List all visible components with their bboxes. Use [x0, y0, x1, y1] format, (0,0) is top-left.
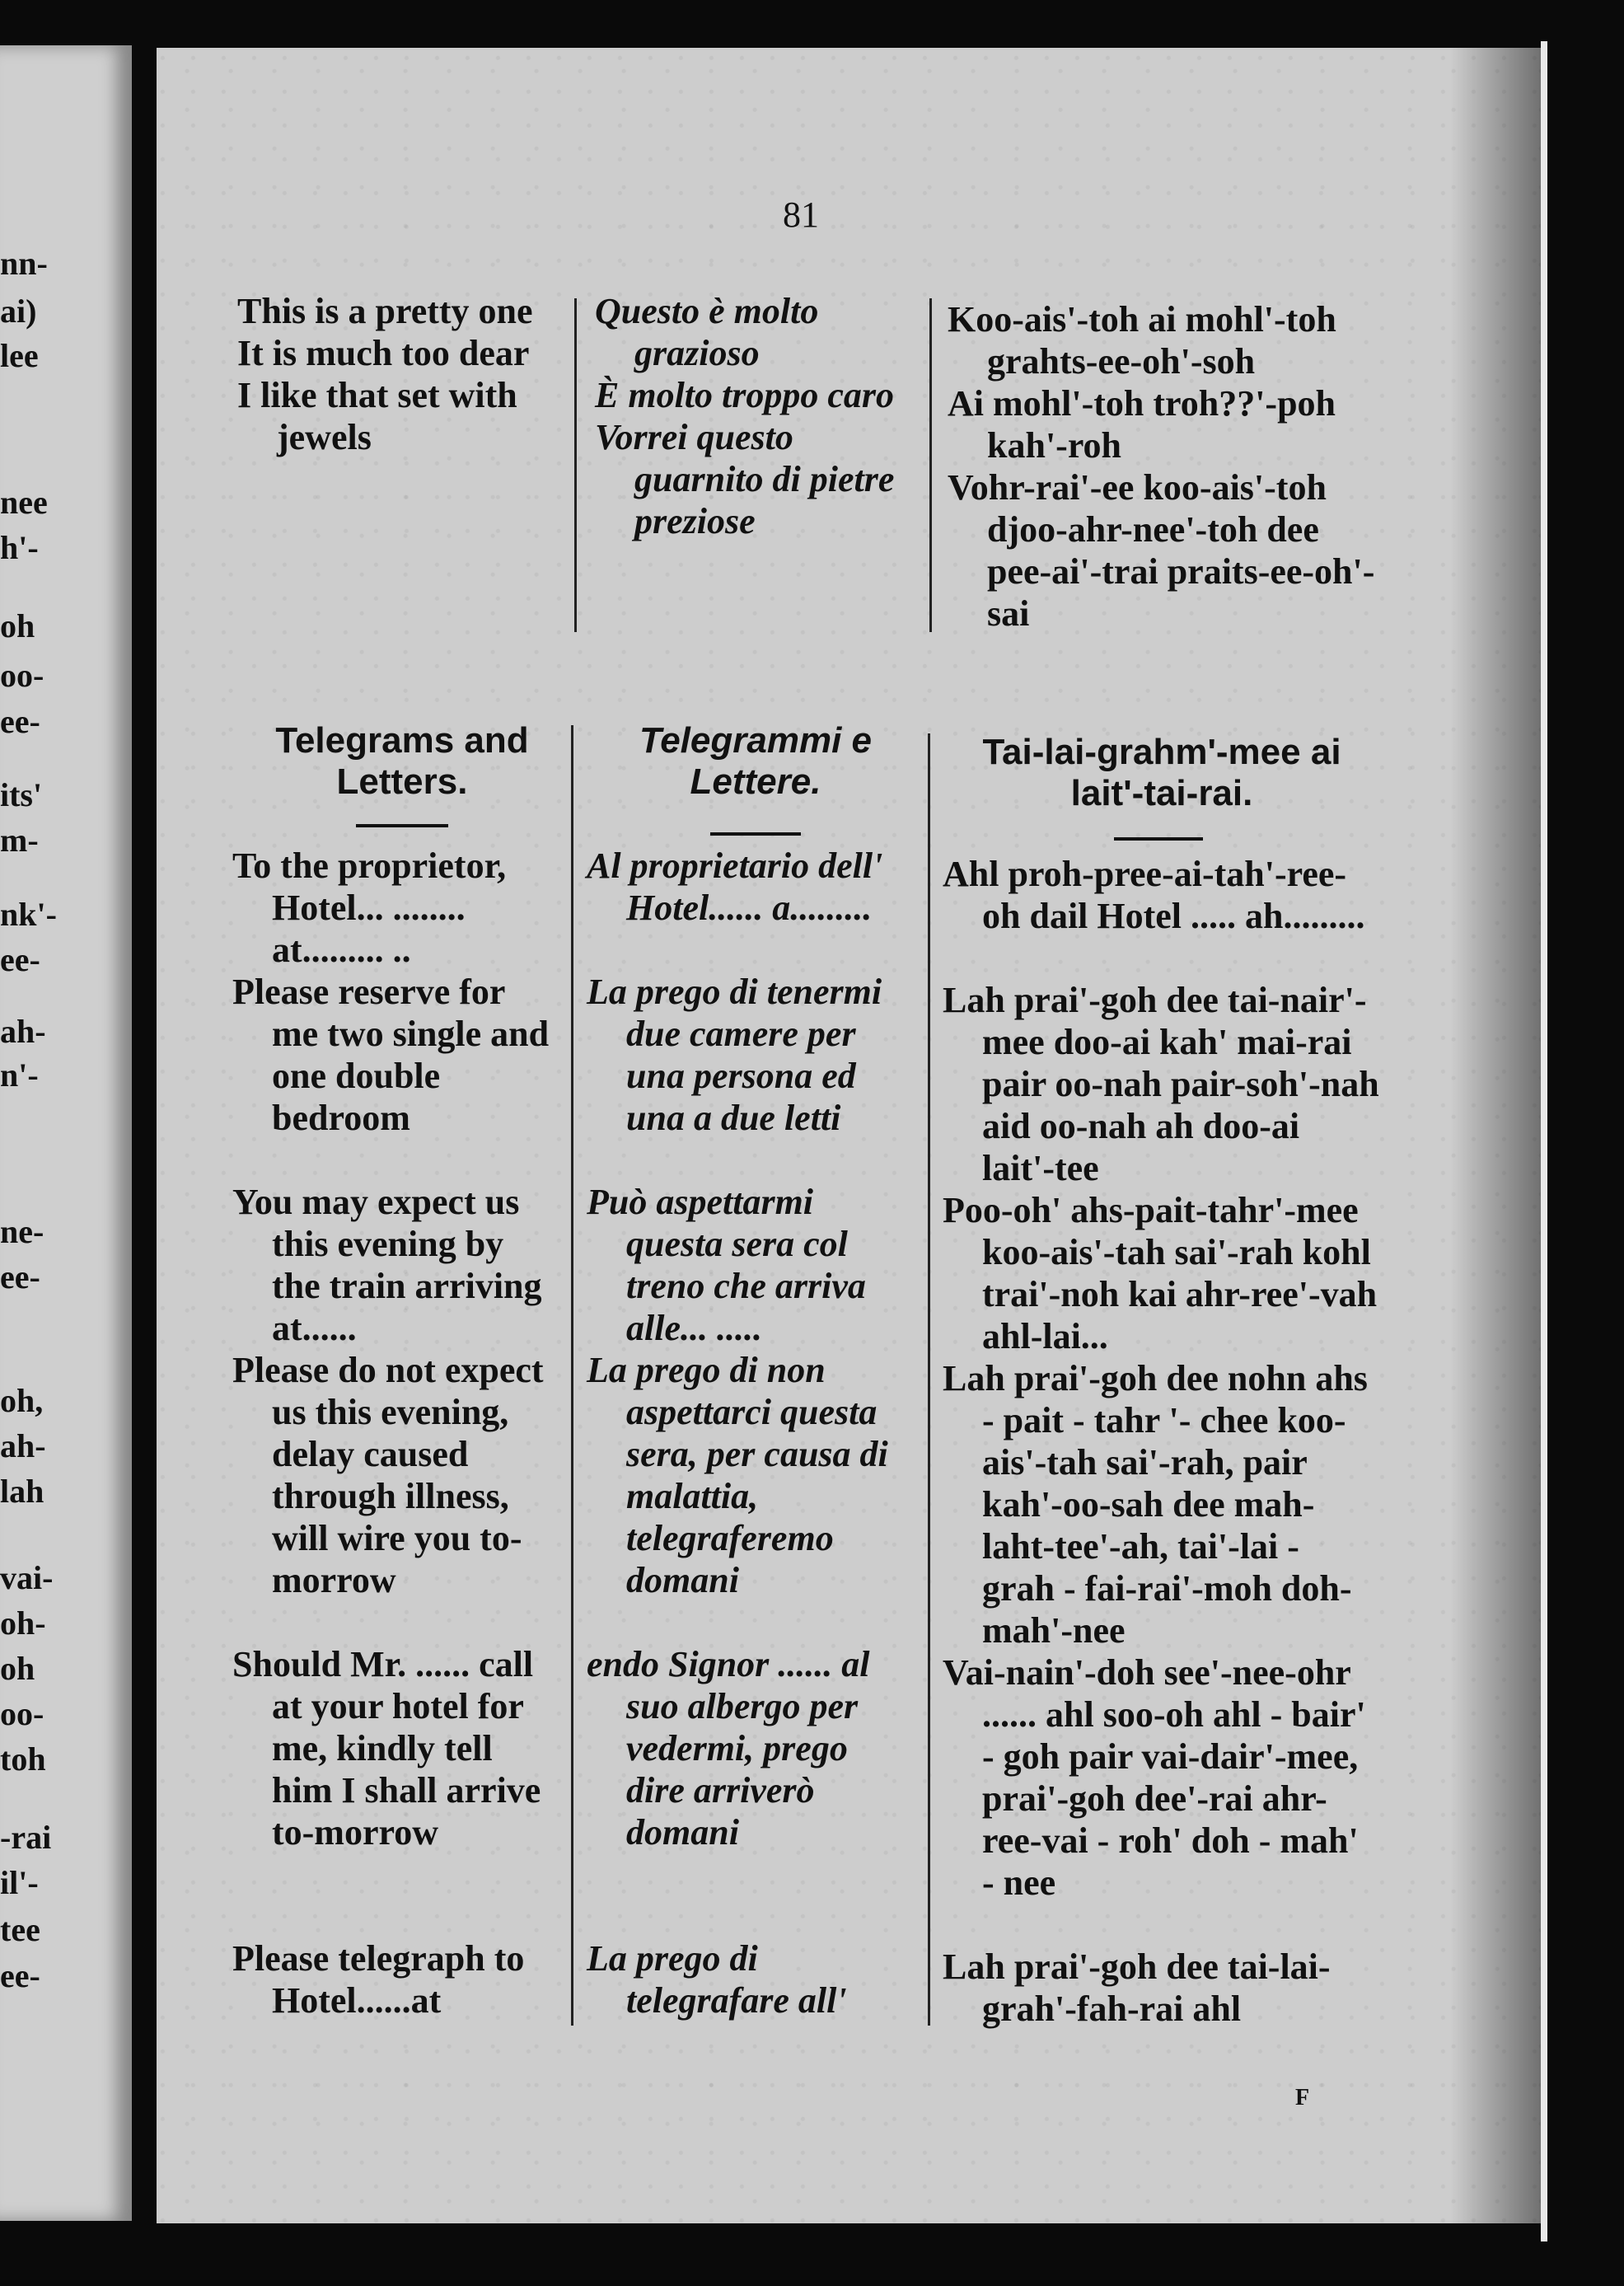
left-page-fragment: toh [0, 1740, 46, 1778]
left-page-fragment: oh [0, 607, 35, 644]
phrase-phonetic: Vohr-rai'-ee koo-ais'-toh djoo-ahr-nee'-toh dee pee-ai'-trai praits-ee-oh'-sai [948, 467, 1375, 634]
phrase-english: Should Mr. ...... call at your hotel for me, kindly tell him I shall arrive to-morrow [232, 1644, 541, 1853]
left-page-fragment: ee- [0, 703, 40, 740]
left-page-fragment: ne- [0, 1213, 44, 1250]
section2-english-column [232, 845, 558, 2021]
phrase-phonetic: Lah prai'-goh dee tai-nair'-mee doo-ai kah' mai-rai pair oo-nah pair-soh'-nah aid oo-nah ah doo-ai lait'-tee [943, 980, 1379, 1188]
phrase-phonetic: Lah prai'-goh dee nohn ahs - pait - tahr '- chee koo-ais'-tah sai'-rah, pair kah'-oo-sah dee mah-laht-tee'-ah, tai'-lai - grah - fai-rai'-moh doh-mah'-nee [943, 1358, 1368, 1651]
left-page-fragment: oo- [0, 1695, 44, 1732]
left-page-fragment: m- [0, 822, 39, 859]
heading-phonetic: Tai-lai-grahm'-mee ai lait'-tai-rai. [982, 732, 1341, 813]
left-page-fragment: oh- [0, 1604, 46, 1642]
phrase-english: Please do not expect us this evening, delay caused through illness, will wire you to-morrow [232, 1350, 544, 1600]
phrase-italian: endo Signor ...... al suo albergo per vedermi, prego dire arriverò domani [587, 1644, 870, 1853]
phrase-phonetic: Vai-nain'-doh see'-nee-ohr ...... ahl soo-oh ahl - bair' - goh pair vai-dair'-mee, prai'-goh dee'-rai ahr-ree-vai - roh' doh - mah' - nee [943, 1652, 1366, 1903]
page-edge [1541, 41, 1547, 2241]
left-page-fragment: its' [0, 776, 43, 813]
phrase-italian: La prego di tenermi due camere per una persona ed una a due letti [587, 972, 882, 1138]
left-page-edge [0, 45, 132, 2221]
left-page-fragment: h'- [0, 529, 39, 566]
page-number: 81 [783, 194, 819, 235]
left-page-fragment: nk'- [0, 896, 57, 933]
left-page-fragment: il'- [0, 1864, 39, 1901]
phrase-italian: Questo è molto grazioso [595, 291, 819, 373]
left-page-fragment: vai- [0, 1559, 54, 1596]
left-page-fragment: ee- [0, 1258, 40, 1295]
left-page-fragment: nn- [0, 245, 48, 282]
heading-rule [710, 832, 801, 836]
heading-rule [1114, 837, 1203, 841]
left-page-fragment: ah- [0, 1013, 46, 1050]
heading-english: Telegrams and Letters. [275, 720, 529, 802]
column-divider [928, 733, 930, 2026]
left-page-fragment: oh [0, 1650, 35, 1687]
phrase-italian: Può aspettarmi questa sera col treno che arriva alle... ..... [587, 1182, 866, 1348]
section2-italian-column [587, 845, 912, 2021]
column-divider [574, 298, 577, 632]
left-page-fragment: ee- [0, 1957, 40, 1994]
phrase-italian: È molto troppo caro [595, 375, 895, 415]
phrase-italian: Vorrei questo guarnito di pietre preziose [595, 417, 895, 541]
section1-english-column [237, 290, 559, 458]
section1-italian-column [595, 290, 916, 542]
left-page-fragment: ai) [0, 293, 37, 330]
phrase-english: Please telegraph to Hotel......at [232, 1938, 525, 2021]
left-page-fragment: ah- [0, 1427, 46, 1464]
heading-italian: Telegrammi e Lettere. [639, 720, 873, 802]
phrase-phonetic: Koo-ais'-toh ai mohl'-toh grahts-ee-oh'-soh [948, 299, 1336, 382]
section1-phonetic-column [948, 298, 1376, 635]
phrase-english: This is a pretty one [237, 291, 533, 331]
phrase-phonetic: Lah prai'-goh dee tai-lai-grah'-fah-rai ahl [943, 1946, 1331, 2029]
heading-rule [356, 824, 448, 827]
left-page-fragment: oo- [0, 657, 44, 694]
page-gutter-shadow [1450, 48, 1541, 2223]
column-divider [929, 298, 932, 632]
phrase-english: You may expect us this evening by the train arriving at...... [232, 1182, 542, 1348]
left-page-fragment: lee [0, 337, 39, 374]
section2-phonetic-column [943, 853, 1379, 2030]
phrase-italian: La prego di telegrafare all' [587, 1938, 847, 2021]
phrase-phonetic: Poo-oh' ahs-pait-tahr'-mee koo-ais'-tah sai'-rah kohl trai'-noh kai ahr-ree'-vah ahl-lai... [943, 1190, 1378, 1356]
phrase-italian: La prego di non aspettarci questa sera, per causa di malattia, telegraferemo domani [587, 1350, 888, 1600]
left-page-fragment: n'- [0, 1056, 39, 1094]
phrase-english: I like that set with jewels [237, 375, 517, 457]
left-page-fragment: nee [0, 484, 48, 521]
left-page-fragment: -rai [0, 1819, 52, 1856]
left-page-fragment: tee [0, 1911, 40, 1948]
signature-mark: F [1295, 2085, 1310, 2110]
phrase-english: It is much too dear [237, 333, 530, 373]
phrase-phonetic: Ai mohl'-toh troh??'-poh kah'-roh [948, 383, 1336, 466]
phrase-english: To the proprietor, Hotel... ........ at......... .. [232, 846, 507, 970]
phrase-italian: Al proprietario dell' Hotel...... a......... [587, 846, 883, 928]
phrase-english: Please reserve for me two single and one double bedroom [232, 972, 550, 1138]
left-page-fragment: ee- [0, 941, 40, 978]
left-page-fragment: lah [0, 1473, 44, 1510]
left-page-fragment: oh, [0, 1382, 44, 1419]
phrase-phonetic: Ahl proh-pree-ai-tah'-ree-oh dail Hotel ..... ah......... [943, 854, 1365, 936]
column-divider [571, 725, 573, 2026]
